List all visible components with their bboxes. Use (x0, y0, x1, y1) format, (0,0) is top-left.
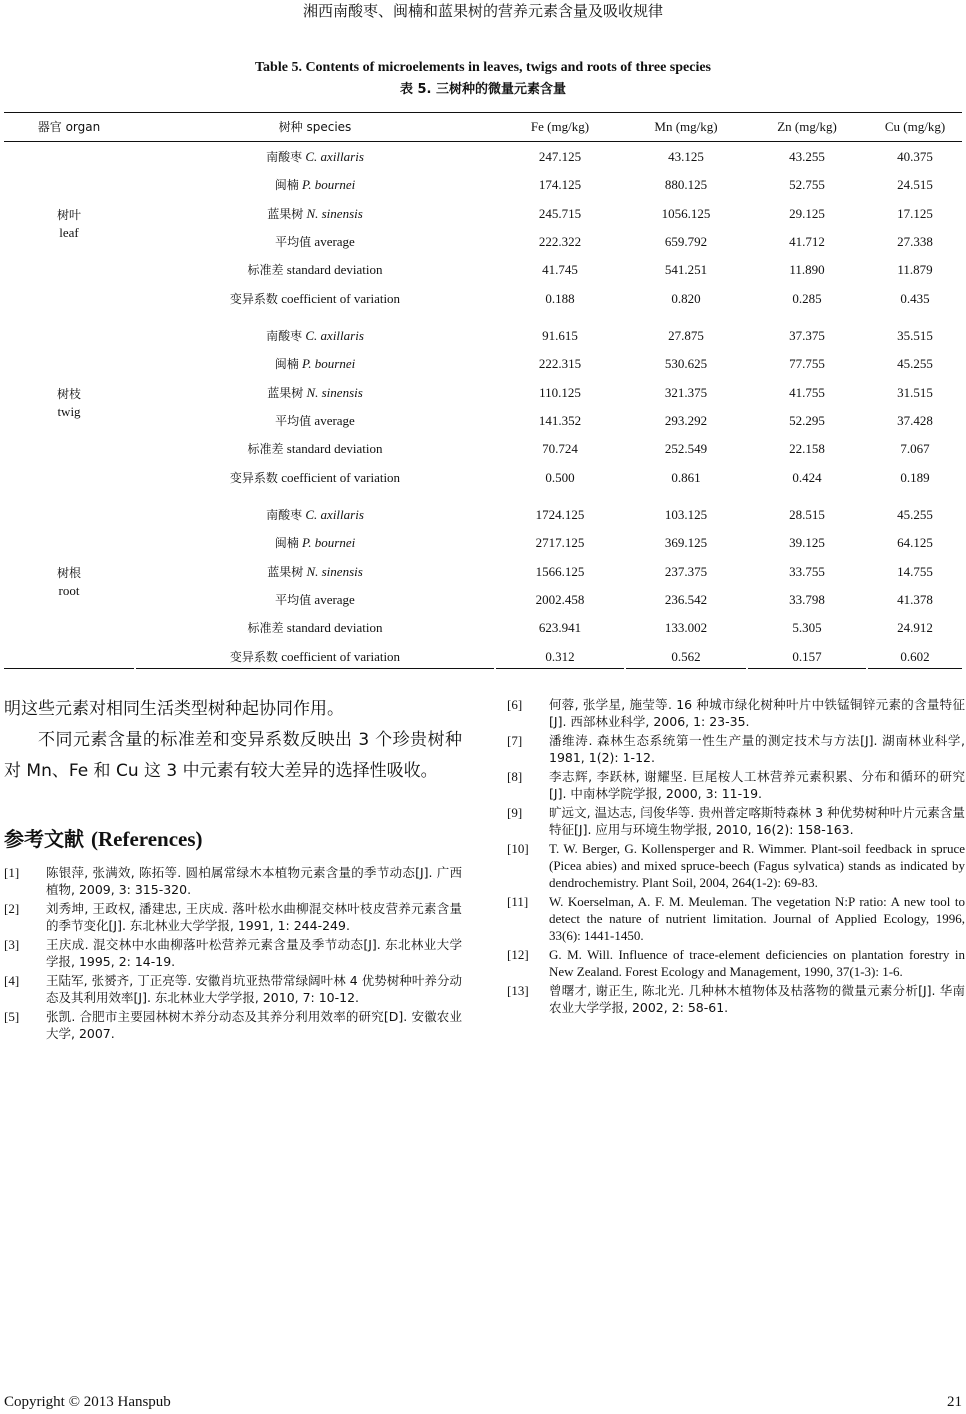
species-label-zh: 闽楠 (274, 536, 299, 551)
reference-item (4, 864, 462, 898)
table-cell: 45.255 (897, 356, 933, 372)
reference-number: [8] (507, 769, 523, 784)
table-cell: 22.158 (789, 441, 825, 457)
species-label-name: P. bournei (302, 535, 356, 551)
references-heading (4, 823, 462, 852)
table-cell: 33.755 (789, 563, 825, 579)
table-cell: 77.755 (789, 356, 825, 372)
table-cell: 1566.125 (535, 563, 585, 579)
right-column (507, 696, 965, 1018)
species-label-zh: 蓝果树 (267, 564, 304, 579)
species-label-zh: 标准差 (247, 621, 284, 636)
table-cell: 0.157 (792, 648, 822, 664)
table-cell: 141.352 (538, 412, 582, 428)
references-right-list (507, 696, 965, 1016)
microelement-table (4, 112, 962, 670)
species-label (136, 470, 494, 486)
species-label-zh: 平均值 (275, 234, 312, 249)
references-heading-en: (References) (90, 827, 203, 851)
table-cell: 17.125 (897, 205, 933, 221)
table-cell: 321.375 (664, 384, 708, 400)
species-label-zh: 南酸枣 (266, 329, 303, 343)
species-label (136, 385, 494, 401)
reference-text: 何蓉, 张学星, 施莹等. 16 种城市绿化树种叶片中铁锰铜锌元素的含量特征[J]. 西部林业科学, 2006, 1: 23-35. (549, 697, 965, 729)
table-cell: 33.798 (789, 591, 825, 607)
table-cell: 52.755 (789, 177, 825, 193)
table-cell: 43.255 (789, 149, 825, 164)
species-label-zh: 蓝果树 (267, 206, 304, 221)
species-label (136, 206, 494, 222)
species-label-zh: 标准差 (247, 442, 284, 457)
table-cell: 1056.125 (661, 205, 711, 221)
reference-number: [10] (507, 841, 529, 856)
species-label-name: N. sinensis (306, 563, 363, 579)
table-cell: 0.602 (900, 648, 930, 664)
table-cell: 222.322 (538, 233, 582, 249)
table-cell: 237.375 (664, 563, 708, 579)
reference-item (507, 732, 965, 766)
species-label (136, 177, 494, 193)
reference-text: 曾曙才, 谢正生, 陈北光. 几种林木植物体及枯落物的微量元素分析[J]. 华南农业大学学报, 2002, 2: 58-61. (549, 983, 965, 1015)
species-label-name: coefficient of variation (281, 469, 401, 485)
table-top-rule (4, 112, 962, 113)
header-species: 树种 species (278, 120, 352, 134)
reference-text: 陈银萍, 张满效, 陈拓等. 圆柏属常绿木本植物元素含量的季节动态[J]. 广西植物, 2009, 3: 315-320. (46, 865, 462, 897)
table-cell: 37.428 (897, 412, 933, 428)
organ-label-zh: 树根 (56, 565, 81, 580)
body-paragraph-1: 明这些元素对相同生活类型树种起协同作用。 (4, 699, 344, 719)
table-cell: 41.712 (789, 233, 825, 249)
reference-number: [12] (507, 947, 529, 962)
species-label (136, 564, 494, 580)
species-label-zh: 南酸枣 (266, 508, 303, 522)
species-label-zh: 变异系数 (229, 470, 278, 485)
species-label (136, 592, 494, 608)
species-label (136, 291, 494, 307)
table-cell: 45.255 (897, 507, 933, 522)
table-cell: 293.292 (664, 412, 708, 428)
table-cell: 1724.125 (535, 507, 585, 522)
organ-label-zh: 树枝 (56, 386, 81, 401)
table-cell: 0.861 (671, 469, 701, 485)
table-cell: 0.424 (792, 469, 822, 485)
species-label-name: average (314, 412, 355, 428)
table-cell: 0.562 (671, 648, 701, 664)
species-label-zh: 南酸枣 (266, 150, 303, 164)
table-caption-en: Table 5. Contents of microelements in leaves, twigs and roots of three species (255, 60, 711, 75)
organ-label (4, 206, 134, 242)
table-cell: 252.549 (664, 441, 708, 457)
species-label-zh: 平均值 (275, 413, 312, 428)
running-header: 湘西南酸枣、闽楠和蓝果树的营养元素含量及吸收规律 (302, 2, 663, 20)
organ-label (4, 564, 134, 600)
table-cell: 236.542 (664, 591, 708, 607)
reference-number: [11] (507, 894, 529, 909)
species-label (136, 413, 494, 429)
species-label-name: standard deviation (286, 262, 383, 278)
references-left-list (4, 864, 462, 1042)
table-cell: 11.879 (897, 262, 933, 278)
table-cell: 91.615 (542, 328, 578, 343)
reference-item (507, 696, 965, 730)
footer-copyright: Copyright © 2013 Hanspub (4, 1394, 171, 1410)
species-label (136, 356, 494, 372)
header-cu: Cu (mg/kg) (884, 119, 946, 134)
references-heading-zh: 参考文献 (4, 827, 84, 851)
table-cell: 0.435 (900, 290, 930, 306)
table-cell: 174.125 (538, 177, 582, 193)
table-cell: 0.820 (671, 290, 701, 306)
table-cell: 70.724 (542, 441, 578, 457)
table-cell: 28.515 (789, 507, 825, 522)
table-cell: 7.067 (900, 441, 930, 457)
table-cell: 52.295 (789, 412, 825, 428)
table-cell: 0.312 (545, 648, 575, 664)
table-bottom-rule-3 (496, 668, 624, 669)
table-cell: 27.338 (897, 233, 933, 249)
species-label-zh: 闽楠 (274, 178, 299, 193)
species-label-name: C. axillaris (305, 149, 364, 164)
header-zn: Zn (mg/kg) (777, 119, 837, 134)
species-label (136, 328, 494, 344)
reference-text: 王陆军, 张赟齐, 丁正亮等. 安徽肖坑亚热带常绿阔叶林 4 优势树种叶养分动态及其利用效率[J]. 东北林业大学学报, 2010, 7: 10-12. (46, 973, 462, 1005)
species-label-zh: 变异系数 (229, 291, 278, 306)
table-cell: 14.755 (897, 563, 933, 579)
species-label-zh: 标准差 (247, 263, 284, 278)
table-cell: 11.890 (789, 262, 825, 278)
table-cell: 40.375 (897, 149, 933, 164)
reference-item (4, 900, 462, 934)
species-label-zh: 平均值 (275, 592, 312, 607)
table-cell: 2002.458 (535, 591, 585, 607)
table-caption-zh: 表 5. 三树种的微量元素含量 (399, 82, 567, 97)
table-bottom-rule (4, 668, 134, 669)
table-cell: 29.125 (789, 205, 825, 221)
table-cell: 41.745 (542, 262, 578, 278)
header-fe: Fe (mg/kg) (530, 119, 590, 134)
table-cell: 880.125 (664, 177, 708, 193)
table-cell: 43.125 (668, 149, 704, 164)
species-label (136, 535, 494, 551)
species-label-name: average (314, 233, 355, 249)
header-organ: 器官 organ (37, 120, 101, 134)
footer-page-number: 21 (947, 1394, 962, 1410)
species-label-name: N. sinensis (306, 384, 363, 400)
reference-item (507, 840, 965, 891)
species-label-zh: 变异系数 (229, 649, 278, 664)
table-header-rule (4, 141, 962, 142)
reference-item (507, 768, 965, 802)
header-mn: Mn (mg/kg) (654, 119, 718, 134)
table-cell: 24.912 (897, 620, 933, 636)
species-label (136, 262, 494, 278)
reference-text: T. W. Berger, G. Kollensperger and R. Wimmer. Plant-soil feedback in spruce (Picea abies) and mixed spruce-beech (Fagus sylvatica) stands as indicated by dendrochemistry. Plant Soil, 2004, 264(1-2): 69-83. (549, 841, 965, 890)
reference-item (507, 804, 965, 838)
species-label (136, 620, 494, 636)
table-cell: 0.285 (792, 290, 822, 306)
organ-label-zh: 树叶 (56, 207, 81, 222)
reference-text: W. Koerselman, A. F. M. Meuleman. The vegetation N:P ratio: A new tool to detect the nature of nutrient limitation. Journal of Applied Ecology, 1996, 33(6): 1441-1450. (549, 894, 965, 943)
reference-number: [5] (4, 1009, 20, 1024)
species-label (136, 441, 494, 457)
table-cell: 623.941 (538, 620, 582, 636)
reference-item (4, 1008, 462, 1042)
table-bottom-rule-4 (626, 668, 746, 669)
reference-number: [4] (4, 973, 20, 988)
reference-number: [6] (507, 697, 523, 712)
reference-number: [9] (507, 805, 523, 820)
table-cell: 5.305 (792, 620, 822, 636)
table-cell: 35.515 (897, 328, 933, 343)
table-cell: 24.515 (897, 177, 933, 193)
organ-label (4, 385, 134, 421)
species-label-zh: 闽楠 (274, 357, 299, 372)
table-cell: 541.251 (664, 262, 708, 278)
organ-label-en: twig (57, 403, 81, 419)
table-cell: 103.125 (664, 507, 708, 522)
table-cell: 222.315 (538, 356, 582, 372)
table-cell: 133.002 (664, 620, 708, 636)
reference-item (507, 893, 965, 944)
species-label (136, 234, 494, 250)
reference-number: [13] (507, 983, 529, 998)
table-cell: 41.755 (789, 384, 825, 400)
table-cell: 247.125 (538, 149, 582, 164)
organ-label-en: leaf (59, 224, 79, 240)
species-label-name: C. axillaris (305, 328, 364, 343)
table-cell: 39.125 (789, 535, 825, 551)
table-cell: 0.189 (900, 469, 930, 485)
table-cell: 41.378 (897, 591, 933, 607)
table-cell: 110.125 (539, 384, 581, 400)
species-label-name: P. bournei (302, 177, 356, 193)
table-cell: 530.625 (664, 356, 708, 372)
table-cell: 0.500 (545, 469, 575, 485)
species-label-name: coefficient of variation (281, 648, 401, 664)
reference-number: [7] (507, 733, 523, 748)
left-column (0, 694, 462, 1044)
species-label-zh: 蓝果树 (267, 385, 304, 400)
reference-text: 张凯. 合肥市主要园林树木养分动态及其养分利用效率的研究[D]. 安徽农业大学, 2007. (46, 1009, 462, 1041)
reference-item (507, 982, 965, 1016)
table-bottom-rule-5 (748, 668, 866, 669)
table-cell: 64.125 (897, 535, 933, 551)
reference-text: G. M. Will. Influence of trace-element deficiencies on plantation forestry in New Zealand. Forest Ecology and Management, 1990, 37(1-3): 1-6. (549, 947, 965, 979)
table-cell: 2717.125 (535, 535, 585, 551)
species-label (136, 149, 494, 165)
species-label-name: coefficient of variation (281, 290, 401, 306)
table-cell: 37.375 (789, 328, 825, 343)
species-label-name: average (314, 591, 355, 607)
species-label-name: C. axillaris (305, 507, 364, 522)
species-label-name: P. bournei (302, 356, 356, 372)
reference-number: [3] (4, 937, 20, 952)
species-label (136, 507, 494, 523)
species-label (136, 649, 494, 665)
species-label-name: standard deviation (286, 441, 383, 457)
table-bottom-rule-2 (136, 668, 494, 669)
reference-text: 旷远文, 温达志, 闫俊华等. 贵州普定喀斯特森林 3 种优势树种叶片元素含量特征[J]. 应用与环境生物学报, 2010, 16(2): 158-163. (549, 805, 965, 837)
table-cell: 27.875 (668, 328, 704, 343)
species-label-name: N. sinensis (306, 205, 363, 221)
reference-item (507, 946, 965, 980)
table-cell: 0.188 (545, 290, 575, 306)
body-paragraph-2: 不同元素含量的标准差和变异系数反映出 3 个珍贵树种对 Mn、Fe 和 Cu 这 3 中元素有较大差异的选择性吸收。 (4, 730, 462, 781)
reference-text: 刘秀坤, 王政权, 潘建忠, 王庆成. 落叶松水曲柳混交林叶枝皮营养元素含量的季节变化[J]. 东北林业大学学报, 1991, 1: 244-249. (46, 901, 462, 933)
reference-text: 王庆成. 混交林中水曲柳落叶松营养元素含量及季节动态[J]. 东北林业大学学报, 1995, 2: 14-19. (46, 937, 462, 969)
table-cell: 245.715 (538, 205, 582, 221)
reference-text: 李志辉, 李跃林, 谢耀坚. 巨尾桉人工林营养元素积累、分布和循环的研究[J]. 中南林学院学报, 2000, 3: 11-19. (549, 769, 965, 801)
organ-label-en: root (58, 582, 80, 598)
reference-number: [2] (4, 901, 20, 916)
table-bottom-rule-6 (868, 668, 962, 669)
reference-item (4, 936, 462, 970)
table-cell: 369.125 (664, 535, 708, 551)
reference-item (4, 972, 462, 1006)
table-cell: 659.792 (664, 233, 708, 249)
reference-text: 潘维涛. 森林生态系统第一性生产量的测定技术与方法[J]. 湖南林业科学, 1981, 1(2): 1-12. (549, 733, 965, 765)
table-cell: 31.515 (897, 384, 933, 400)
reference-number: [1] (4, 865, 20, 880)
species-label-name: standard deviation (286, 620, 383, 636)
